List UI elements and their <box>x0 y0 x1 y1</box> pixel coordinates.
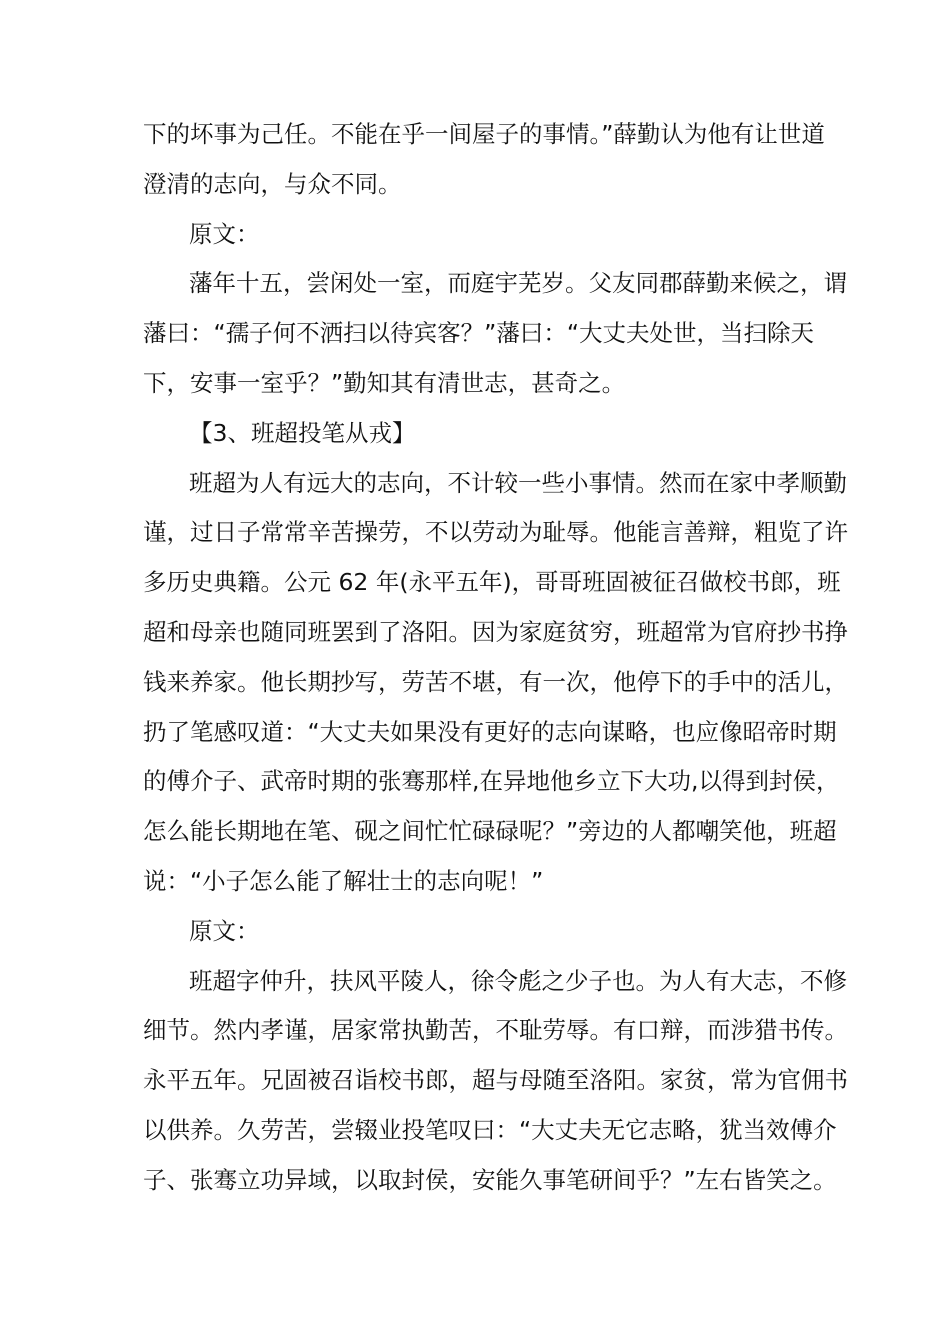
text-line: 班超字仲升，扶风平陵人，徐令彪之少子也。为人有大志，不修 <box>189 966 847 995</box>
text-line: 澄清的志向，与众不同。 <box>143 169 402 198</box>
text-line: 细节。然内孝谨，居家常执勤苦，不耻劳辱。有口辩，而涉猎书传。 <box>143 1016 848 1045</box>
text-line: 藩曰：“孺子何不洒扫以待宾客？”藩曰：“大丈夫处世，当扫除天 <box>143 319 815 348</box>
text-line: 钱来养家。他长期抄写，劳苦不堪，有一次，他停下的手中的活儿， <box>143 667 848 696</box>
text-line: 怎么能长期地在笔、砚之间忙忙碌碌呢？”旁边的人都嘲笑他，班超 <box>143 817 837 846</box>
text-line: 下，安事一室乎？”勤知其有清世志，甚奇之。 <box>143 368 626 397</box>
text-line: 班超为人有远大的志向，不计较一些小事情。然而在家中孝顺勤 <box>189 468 847 497</box>
text-line: 谨，过日子常常辛苦操劳，不以劳动为耻辱。他能言善辩，粗览了许 <box>143 518 848 547</box>
text-line: 下的坏事为己任。不能在乎一间屋子的事情。”薛勤认为他有让世道 <box>143 120 825 148</box>
text-line: 子、张骞立功异域，以取封侯，安能久事笔研间乎？”左右皆笑之。 <box>143 1165 837 1194</box>
text-line: 藩年十五，尝闲处一室，而庭宇芜岁。父友同郡薛勤来候之，谓 <box>189 269 847 298</box>
section-label: 原文： <box>189 916 260 945</box>
text-line: 的傅介子、武帝时期的张骞那样,在异地他乡立下大功,以得到封侯， <box>143 767 840 796</box>
section-heading: 【3、班超投笔从戎】 <box>189 418 416 447</box>
text-line: 以供养。久劳苦，尝辍业投笔叹曰：“大丈夫无它志略，犹当效傅介 <box>143 1115 837 1144</box>
text-line: 超和母亲也随同班罢到了洛阳。因为家庭贫穷，班超常为官府抄书挣 <box>143 617 848 646</box>
text-line: 多历史典籍。公元 62 年(永平五年)，哥哥班固被征召做校书郎，班 <box>143 568 841 597</box>
document-body <box>143 110 848 1206</box>
section-label: 原文： <box>189 219 260 248</box>
text-line: 永平五年。兄固被召诣校书郎，超与母随至洛阳。家贫，常为官佣书 <box>143 1066 848 1095</box>
text-line: 扔了笔感叹道：“大丈夫如果没有更好的志向谋略，也应像昭帝时期 <box>143 717 837 746</box>
text-line: 说：“小子怎么能了解壮士的志向呢！” <box>143 866 544 895</box>
